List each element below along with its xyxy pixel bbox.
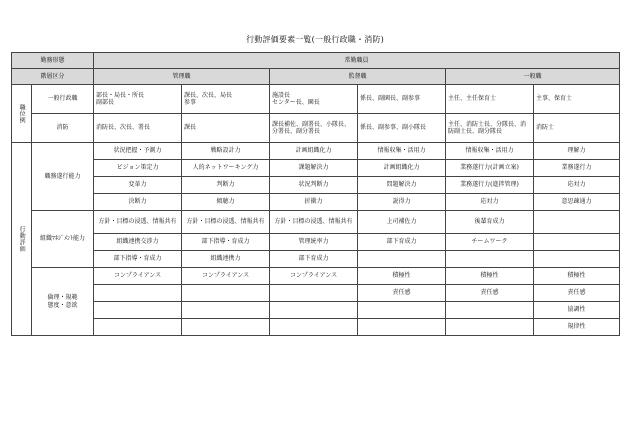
competency-cell [182, 319, 270, 336]
competency-cell: 業務遂行力(進捗管理) [446, 177, 534, 194]
competency-group-label: 倫理・規範 態度・意欲 [32, 268, 94, 336]
competency-cell [358, 319, 446, 336]
competency-cell: 部下育成力 [358, 234, 446, 251]
competency-cell: 折衝力 [270, 194, 358, 211]
competency-cell: 状況把握・予測力 [94, 143, 182, 160]
position-cell: 課長、次長、局長 参事 [182, 85, 270, 114]
competency-cell [94, 302, 182, 319]
competency-cell: コンプライアンス [270, 268, 358, 285]
competency-cell: 方針・目標の浸透、情報共有 [94, 211, 182, 234]
evaluation-section-label: 行動評価 [12, 143, 32, 336]
tier-label: 階層区分 [12, 69, 94, 85]
competency-cell [534, 234, 620, 251]
evaluation-table [11, 52, 620, 336]
tier-supervisor: 監督職 [270, 69, 446, 85]
competency-cell: 情報収集・活用力 [446, 143, 534, 160]
competency-cell: 課題解決力 [270, 160, 358, 177]
competency-cell [534, 211, 620, 234]
position-cell: 消防長、次長、署長 [94, 114, 182, 143]
competency-cell: コンプライアンス [94, 268, 182, 285]
competency-cell: 方針・目標の浸透、情報共有 [182, 211, 270, 234]
position-cell: 部長・局長・所長 副部長 [94, 85, 182, 114]
competency-cell: 責任感 [534, 285, 620, 302]
competency-cell: ビジョン策定力 [94, 160, 182, 177]
competency-cell [446, 302, 534, 319]
competency-cell: 応対力 [446, 194, 534, 211]
competency-cell: 部下指導・育成力 [94, 251, 182, 268]
competency-cell: 人的ネットワーキング力 [182, 160, 270, 177]
competency-group-label: 職務遂行能力 [32, 143, 94, 211]
competency-cell [358, 302, 446, 319]
position-cell: 主事、保育士 [534, 85, 620, 114]
competency-cell: 理解力 [534, 143, 620, 160]
competency-cell: 決断力 [94, 194, 182, 211]
tier-general: 一般職 [446, 69, 620, 85]
position-cell: 主任、消防士長、分隊長、消防副士長、副分隊長 [446, 114, 534, 143]
competency-cell: 責任感 [358, 285, 446, 302]
competency-cell [94, 285, 182, 302]
competency-cell: 問題解決力 [358, 177, 446, 194]
competency-cell: 情報収集・活用力 [358, 143, 446, 160]
competency-cell: 戦略設計力 [182, 143, 270, 160]
position-cell: 係長、副参事、副小隊長 [358, 114, 446, 143]
competency-cell: 規律性 [534, 319, 620, 336]
competency-cell: 組織連携力 [182, 251, 270, 268]
competency-cell [182, 302, 270, 319]
page-title: 行動評価要素一覧(一般行政職・消防) [246, 35, 384, 44]
competency-cell: 方針・目標の浸透、情報共有 [270, 211, 358, 234]
position-cell: 主任、主任保育士 [446, 85, 534, 114]
competency-group-label: 組織ﾏﾈｼﾞﾒﾝﾄ能力 [32, 211, 94, 268]
competency-cell: 意思疎通力 [534, 194, 620, 211]
competency-cell: 傾聴力 [182, 194, 270, 211]
competency-cell [446, 251, 534, 268]
competency-cell: 業務遂行力(計画立案) [446, 160, 534, 177]
competency-cell: 部下育成力 [270, 251, 358, 268]
competency-cell: 積極性 [358, 268, 446, 285]
competency-cell: 判断力 [182, 177, 270, 194]
competency-cell: 上司補佐力 [358, 211, 446, 234]
position-section-label: 職位例 [12, 85, 32, 143]
competency-cell: 計画組織化力 [358, 160, 446, 177]
employment-form-label: 勤務形態 [12, 53, 94, 69]
position-cell: 消防士 [534, 114, 620, 143]
competency-cell: 後輩育成力 [446, 211, 534, 234]
competency-cell: 協調性 [534, 302, 620, 319]
competency-cell: コンプライアンス [182, 268, 270, 285]
position-cell: 係長、副園長、副参事 [358, 85, 446, 114]
competency-cell: 変革力 [94, 177, 182, 194]
competency-cell: 積極性 [534, 268, 620, 285]
competency-cell [446, 319, 534, 336]
competency-cell [534, 251, 620, 268]
competency-cell [270, 285, 358, 302]
competency-cell: 業務遂行力 [534, 160, 620, 177]
competency-cell: 組織連携交渉力 [94, 234, 182, 251]
competency-cell: 状況判断力 [270, 177, 358, 194]
competency-cell [358, 251, 446, 268]
competency-cell [270, 302, 358, 319]
employment-form-value: 常勤職員 [94, 53, 620, 69]
competency-cell: 積極性 [446, 268, 534, 285]
competency-cell: 部下指導・育成力 [182, 234, 270, 251]
competency-cell [182, 285, 270, 302]
competency-cell: 応対力 [534, 177, 620, 194]
position-cell: 課長 [182, 114, 270, 143]
competency-cell: 計画組織化力 [270, 143, 358, 160]
position-cell: 課長補佐、副署長、小隊長、分署長、副分署長 [270, 114, 358, 143]
competency-cell [270, 319, 358, 336]
competency-cell: 管理統率力 [270, 234, 358, 251]
competency-cell: 説得力 [358, 194, 446, 211]
competency-cell: チームワーク [446, 234, 534, 251]
competency-cell: 責任感 [446, 285, 534, 302]
competency-cell [94, 319, 182, 336]
position-row-label: 一般行政職 [32, 85, 94, 114]
position-row-label: 消防 [32, 114, 94, 143]
position-cell: 施設長 センター長、園長 [270, 85, 358, 114]
tier-management: 管理職 [94, 69, 270, 85]
